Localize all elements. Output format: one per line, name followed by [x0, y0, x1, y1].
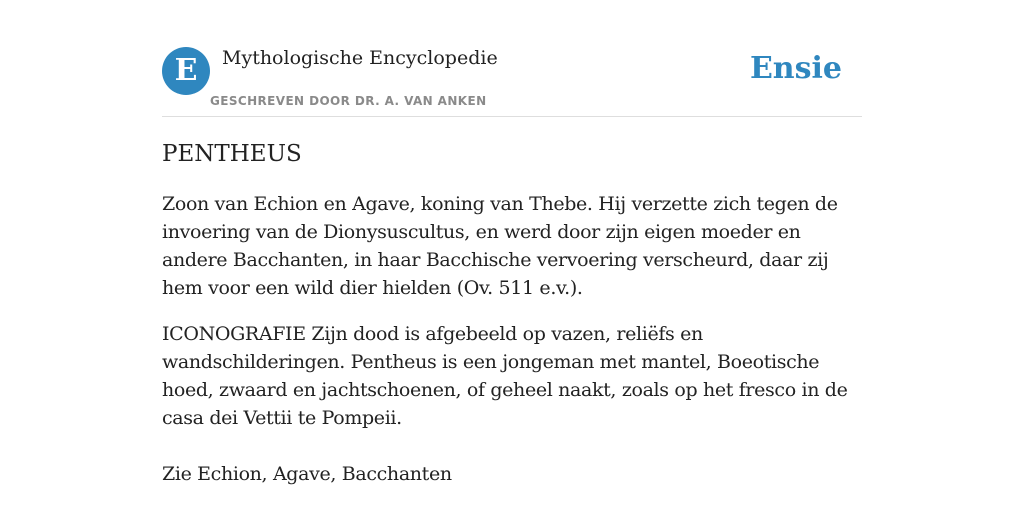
article-paragraph: Zoon van Echion en Agave, koning van Thebe. Hij verzette zich tegen de invoering van de Dionysuscultus, en werd door zijn eigen moeder en andere Bacchanten, in haar Bacchische vervoering verscheurd, daar zij hem voor een wild dier hielden (Ov. 511 e.v.).: [162, 193, 838, 299]
see-also: Zie Echion, Agave, Bacchanten: [162, 463, 452, 485]
article-paragraph: ICONOGRAFIE Zijn dood is afgebeeld op vazen, reliëfs en wandschilderingen. Pentheus is een jongeman met mantel, Boeotische hoed, zwaard en jachtschoenen, of geheel naakt, zoals op het fresco in de casa dei Vettii te Pompeii.: [162, 323, 848, 429]
encyclopedia-logo[interactable]: E: [162, 47, 210, 95]
header: [162, 44, 862, 117]
author-byline: GESCHREVEN DOOR DR. A. VAN ANKEN: [210, 94, 487, 108]
article-headword: PENTHEUS: [162, 141, 302, 167]
brand-logo[interactable]: Ensie: [749, 51, 842, 86]
article: [162, 138, 862, 506]
source-title[interactable]: Mythologische Encyclopedie: [222, 47, 498, 69]
